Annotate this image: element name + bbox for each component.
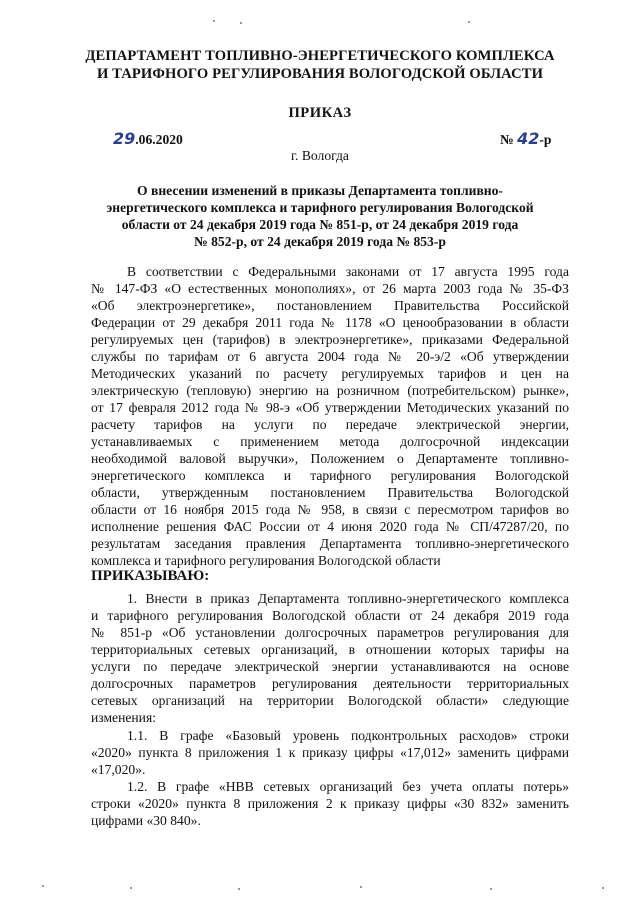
title-line: № 852-р, от 24 декабря 2019 года № 853-р [194,234,446,249]
preamble-line: расчету тарифов на услуги по передаче электрической энергии, [91,417,569,432]
document-type: ПРИКАЗ [288,105,352,121]
item-line: сетевых организаций на территории Вологодской области» следующие [91,693,569,708]
preamble-line: регулируемых цен (тарифов) в электроэнергетике», приказами Федеральной [91,332,569,347]
preamble-line: энергетического комплекса и тарифного регулирования Вологодской [91,468,569,483]
item-line: 1.1. В графе «Базовый уровень подконтрольных расходов» строки [127,728,569,743]
scan-speck [213,20,215,22]
city: г. Вологда [291,148,349,163]
scan-speck [468,21,470,23]
department-name-line-1: ДЕПАРТАМЕНТ ТОПЛИВНО-ЭНЕРГЕТИЧЕСКОГО КОМПЛЕКСА [85,48,555,64]
preamble-line: необходимой валовой выручки», Положением о Департаменте топливно- [91,451,569,466]
item-line: и тарифного регулирования Вологодской области от 24 декабря 2019 года [91,608,569,623]
preamble-line: области от 16 ноября 2015 года № 958, в связи с пересмотром тарифов во [91,502,569,517]
scan-speck [42,885,44,887]
preamble-line: Федерации от 29 декабря 2011 года № 1178 «О ценообразовании в области [91,315,569,330]
scan-speck [490,888,492,890]
item-line: 1. Внести в приказ Департамента топливно-энергетического комплекса [127,591,569,606]
item-line: долгосрочных параметров регулирования деятельности территориальных [91,676,569,691]
preamble-line: № 147-ФЗ «О естественных монополиях», от 26 марта 2003 года № 35-ФЗ [91,281,569,296]
item-line: 1.2. В графе «НВВ сетевых организаций без учета оплаты потерь» [127,779,569,794]
item-line: «2020» пункта 8 приложения 1 к приказу цифры «17,012» заменить цифрами [91,745,569,760]
item-line: изменения: [91,710,156,725]
item-line: «17,020». [91,762,146,777]
title-line: О внесении изменений в приказы Департамента топливно- [137,183,503,198]
number-sign: № [500,132,514,147]
title-line: энергетического комплекса и тарифного регулирования Вологодской [106,200,534,215]
printed-month-year: .06.2020 [135,132,183,147]
preamble-line: от 17 февраля 2012 года № 98-э «Об утверждении Методических указаний по [91,400,569,415]
preamble-line: электрическую (тепловую) энергию на розничном (потребительском) рынке», [91,383,569,398]
item-line: услуги по передаче электрической энергии устанавливаются на основе [91,659,569,674]
scan-speck [240,22,242,24]
item-line: строки «2020» пункта 8 приложения 2 к приказу цифры «30 832» заменить [91,796,569,811]
scan-speck [130,887,132,889]
number-suffix: -р [539,132,552,147]
item-line: № 851-р «Об установлении долгосрочных параметров регулирования для [91,625,569,640]
order-word: ПРИКАЗЫВАЮ: [91,568,210,584]
item-line: территориальных сетевых организаций, в отношении которых тарифы на [91,642,569,657]
preamble-line: В соответствии с Федеральными законами от 17 августа 1995 года [127,264,569,279]
preamble-line: службы по тарифам от 6 августа 2004 года № 20-э/2 «Об утверждении [91,349,569,364]
preamble-line: устанавливаемых с применением метода долгосрочной индексации [91,434,569,449]
title-line: области от 24 декабря 2019 года № 851-р, от 24 декабря 2019 года [121,217,519,232]
preamble-line: результатам заседания правления Департамента топливно-энергетического [91,536,569,551]
preamble-line: комплекса и тарифного регулирования Вологодской области [91,553,441,568]
item-line: цифрами «30 840». [91,813,201,828]
preamble-line: Методических указаний по расчету регулируемых тарифов и цен на [91,366,569,381]
department-name-line-2: И ТАРИФНОГО РЕГУЛИРОВАНИЯ ВОЛОГОДСКОЙ ОБЛАСТИ [96,66,544,82]
handwritten-day: 29 [113,129,136,148]
preamble-line: исполнение решения ФАС России от 4 июня 2020 года № СП/47287/20, по [91,519,569,534]
scan-speck [360,886,362,888]
scan-speck [602,887,604,889]
handwritten-number: 42 [517,129,540,148]
preamble-line: «Об электроэнергетике», постановлением Правительства Российской [91,298,569,313]
preamble-line: области, утвержденным постановлением Правительства Вологодской [91,485,569,500]
scan-speck [238,888,240,890]
